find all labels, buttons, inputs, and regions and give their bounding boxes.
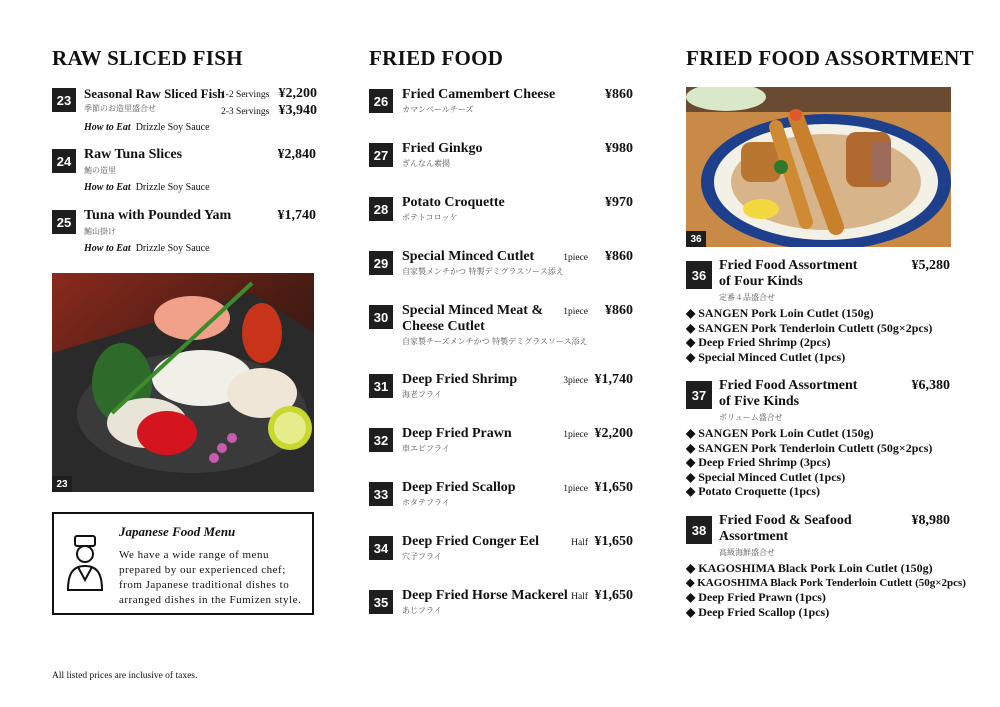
item-quantity: 3piece	[563, 376, 588, 386]
item-quantity: 1piece	[563, 484, 588, 494]
serving-size: 2-3 Servings	[221, 107, 270, 117]
item-number: 29	[369, 251, 393, 275]
component-item: ◆ Deep Fried Shrimp (2pcs)	[686, 335, 831, 349]
item-japanese-name: 高級海鮮盛合せ	[719, 548, 775, 557]
item-number: 25	[52, 210, 76, 234]
component-item: ◆ Special Minced Cutlet (1pcs)	[686, 349, 846, 364]
item-number: 30	[369, 305, 393, 329]
item-japanese-name: 自家製チーズメンチかつ 特製デミグラスソース添え	[402, 337, 588, 346]
component-item: ◆ SANGEN Pork Tenderloin Cutlett (50g×2pcs)	[686, 320, 933, 335]
item-name: of Four Kinds	[719, 274, 803, 289]
info-box-title: Japanese Food Menu	[119, 524, 236, 539]
item-japanese-name: あじフライ	[402, 606, 442, 615]
item-japanese-name: 季節のお造里盛合せ	[84, 104, 156, 113]
item-name: Special Minced Meat &	[402, 303, 544, 318]
how-to-eat: How to Eat Drizzle Soy Sauce	[84, 122, 210, 133]
item-price: ¥5,280	[911, 258, 950, 273]
item-quantity: Half	[571, 538, 588, 548]
how-to-eat: How to Eat Drizzle Soy Sauce	[84, 182, 210, 193]
item-name: Deep Fried Prawn	[402, 426, 512, 441]
item-japanese-name: 自家製メンチかつ 特製デミグラスソース添え	[402, 267, 564, 276]
item-name: Potato Croquette	[402, 195, 505, 210]
item-name: Fried Food & Seafood	[719, 513, 852, 528]
item-japanese-name: カマンベールチーズ	[402, 105, 474, 114]
item-number: 28	[369, 197, 393, 221]
item-name: Assortment	[719, 529, 789, 544]
item-name: Deep Fried Shrimp	[402, 372, 518, 387]
item-number: 37	[686, 381, 712, 409]
item-name: Deep Fried Horse Mackerel	[402, 588, 568, 603]
item-price: ¥1,650	[594, 480, 633, 495]
item-name: Fried Ginkgo	[402, 141, 483, 156]
item-price: ¥1,650	[594, 534, 633, 549]
photo-number-badge: 36	[686, 231, 706, 247]
item-price: ¥980	[605, 141, 633, 156]
item-name: Fried Food Assortment	[719, 258, 858, 273]
item-price: ¥2,200	[594, 426, 633, 441]
item-name: Deep Fried Scallop	[402, 480, 516, 495]
item-name: Fried Camembert Cheese	[402, 87, 556, 102]
item-number: 24	[52, 149, 76, 173]
item-price: ¥6,380	[911, 378, 950, 393]
item-name: Seasonal Raw Sliced Fish	[84, 86, 225, 101]
how-to-eat: How to Eat Drizzle Soy Sauce	[84, 243, 210, 254]
item-name: Cheese Cutlet	[402, 319, 485, 334]
info-box	[52, 512, 314, 615]
item-name: Deep Fried Conger Eel	[402, 534, 539, 549]
item-price: ¥3,940	[278, 103, 317, 118]
assortment-photo	[686, 87, 951, 247]
item-quantity: 1piece	[563, 307, 588, 317]
section-title-fried-food: FRIED FOOD	[369, 46, 504, 70]
item-quantity: 1piece	[563, 430, 588, 440]
item-name: Raw Tuna Slices	[84, 147, 183, 162]
item-name: Special Minced Cutlet	[402, 249, 535, 264]
item-number: 31	[369, 374, 393, 398]
item-price: ¥2,840	[277, 147, 316, 162]
item-price: ¥970	[605, 195, 633, 210]
component-item: ◆ SANGEN Pork Loin Cutlet (150g)	[686, 426, 874, 440]
item-price: ¥2,200	[278, 86, 317, 101]
item-name: Tuna with Pounded Yam	[84, 208, 232, 223]
item-number: 34	[369, 536, 393, 560]
item-japanese-name: 定番４品盛合せ	[719, 293, 775, 302]
component-item: ◆ KAGOSHIMA Black Pork Loin Cutlet (150g)	[686, 561, 933, 575]
item-price: ¥860	[605, 303, 633, 318]
section-title-fried-food-assortment: FRIED FOOD ASSORTMENT	[686, 46, 974, 70]
item-quantity: 1piece	[563, 253, 588, 263]
component-item: ◆ Deep Fried Shrimp (3pcs)	[686, 455, 831, 469]
chef-icon	[64, 534, 106, 594]
item-price: ¥860	[605, 87, 633, 102]
item-japanese-name: 鮪の造里	[84, 166, 116, 175]
item-name: Fried Food Assortment	[719, 378, 858, 393]
item-japanese-name: 車エビフライ	[402, 444, 450, 453]
item-number: 27	[369, 143, 393, 167]
component-item: ◆ Deep Fried Scallop (1pcs)	[686, 604, 830, 619]
item-japanese-name: ボリューム盛合せ	[719, 413, 783, 422]
component-item: ◆ KAGOSHIMA Black Pork Tenderloin Cutlett (50g×2pcs)	[686, 576, 966, 589]
item-price: ¥1,740	[277, 208, 316, 223]
item-price: ¥860	[605, 249, 633, 264]
item-price: ¥1,740	[594, 372, 633, 387]
item-quantity: Half	[571, 592, 588, 602]
section-title-raw-sliced-fish: RAW SLICED FISH	[52, 46, 243, 70]
item-japanese-name: ホタテフライ	[402, 498, 450, 507]
photo-number-badge: 23	[52, 476, 72, 492]
item-japanese-name: 鮪山掛け	[84, 227, 116, 236]
component-item: ◆ Deep Fried Prawn (1pcs)	[686, 590, 826, 604]
component-item: ◆ Potato Croquette (1pcs)	[686, 484, 820, 498]
serving-size: 1-2 Servings	[221, 90, 270, 100]
item-number: 35	[369, 590, 393, 614]
footer-note: All listed prices are inclusive of taxes.	[52, 671, 198, 681]
info-box-text: We have a wide range of menu prepared by our experienced chef; from Japanese traditional dishes to arranged dishes in the Fumizen style.	[119, 549, 302, 606]
item-japanese-name: ポテトコロッケ	[402, 213, 458, 222]
item-number: 33	[369, 482, 393, 506]
item-name: of Five Kinds	[719, 394, 800, 409]
component-item: ◆ SANGEN Pork Tenderloin Cutlett (50g×2pcs)	[686, 440, 933, 455]
item-number: 32	[369, 428, 393, 452]
item-number: 36	[686, 261, 712, 289]
item-price: ¥1,650	[594, 588, 633, 603]
item-number: 23	[52, 88, 76, 112]
item-number: 38	[686, 516, 712, 544]
item-japanese-name: ぎんなん素揚	[402, 159, 450, 168]
item-number: 26	[369, 89, 393, 113]
item-japanese-name: 海老フライ	[402, 390, 442, 399]
component-item: ◆ SANGEN Pork Loin Cutlet (150g)	[686, 306, 874, 320]
component-item: ◆ Special Minced Cutlet (1pcs)	[686, 469, 846, 484]
item-japanese-name: 穴子フライ	[402, 552, 442, 561]
sashimi-photo	[52, 273, 314, 492]
item-price: ¥8,980	[911, 513, 950, 528]
